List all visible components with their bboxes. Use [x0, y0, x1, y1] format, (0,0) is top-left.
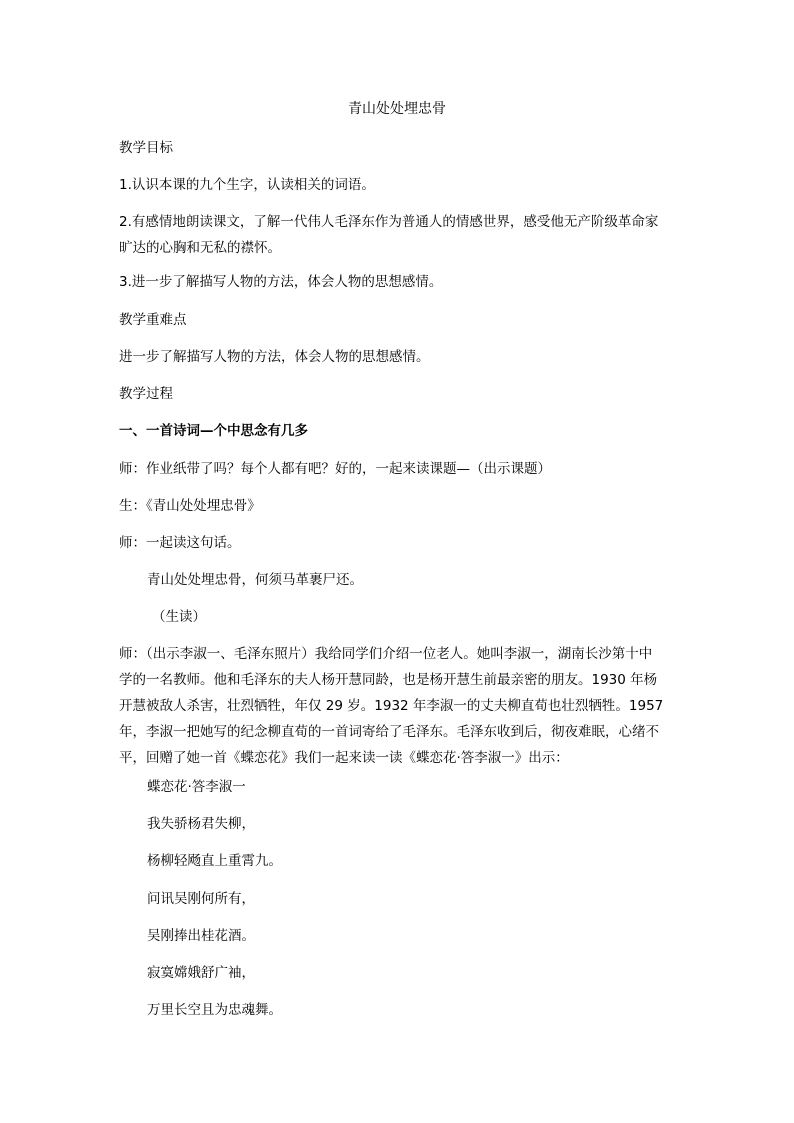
goal-2	[119, 209, 679, 261]
goal-2-line-1: 2.有感情地朗读课文，了解一代伟人毛泽东作为普通人的情感世界，感受他无产阶级革命家	[119, 214, 659, 230]
poem-title: 蝶恋花·答李淑一	[147, 779, 246, 795]
dialog-1: 师：作业纸带了吗？每个人都有吧？好的，一起来读课题—（出示课题）	[119, 461, 551, 477]
part-1-heading: 一、一首诗词—个中思念有几多	[119, 423, 308, 439]
page-title: 青山处处埋忠骨	[348, 101, 446, 117]
dialog-2: 生：《青山处处埋忠骨》	[119, 498, 261, 514]
key-heading: 教学重难点	[119, 312, 187, 328]
goal-3: 3.进一步了解描写人物的方法，体会人物的思想感情。	[119, 274, 443, 290]
poem-line-6: 万里长空且为忠魂舞。	[147, 1002, 282, 1018]
intro-line-3: 开慧被敌人杀害，壮烈牺牲，年仅 29 岁。1932 年李淑一的丈夫柳直荀也壮烈牺牲。1957	[119, 698, 664, 714]
poem-line-3: 问讯吴刚何所有，	[147, 891, 255, 907]
students-read: （生读）	[152, 609, 206, 625]
intro-line-1: 师：（出示李淑一、毛泽东照片）我给同学们介绍一位老人。她叫李淑一，湖南长沙第十中	[119, 646, 653, 662]
intro-line-4: 年，李淑一把她写的纪念柳直荀的一首词寄给了毛泽东。毛泽东收到后，彻夜难眠，心绪不	[119, 724, 659, 740]
process-heading: 教学过程	[119, 386, 173, 402]
poem-line-5: 寂寞嫦娥舒广袖，	[147, 965, 255, 981]
poem-line-1: 我失骄杨君失柳，	[147, 816, 255, 832]
goal-1: 1.认识本课的九个生字，认读相关的词语。	[119, 177, 375, 193]
dialog-3: 师：一起读这句话。	[119, 535, 241, 551]
intro-line-5: 平，回赠了她一首《蝶恋花》我们一起来读一读《蝶恋花·答李淑一》出示：	[119, 750, 569, 766]
intro-line-2: 学的一名教师。他和毛泽东的夫人杨开慧同龄，也是杨开慧生前最亲密的朋友。1930 年杨	[119, 672, 658, 688]
quote: 青山处处埋忠骨，何须马革裹尸还。	[147, 572, 363, 588]
goal-2-line-2: 旷达的心胸和无私的襟怀。	[119, 240, 281, 256]
key-text: 进一步了解描写人物的方法，体会人物的思想感情。	[119, 349, 430, 365]
poem-line-2: 杨柳轻飏直上重霄九。	[147, 853, 282, 869]
poem-line-4: 吴刚捧出桂花酒。	[147, 928, 255, 944]
goals-heading: 教学目标	[119, 140, 173, 156]
intro-paragraph	[119, 641, 679, 771]
